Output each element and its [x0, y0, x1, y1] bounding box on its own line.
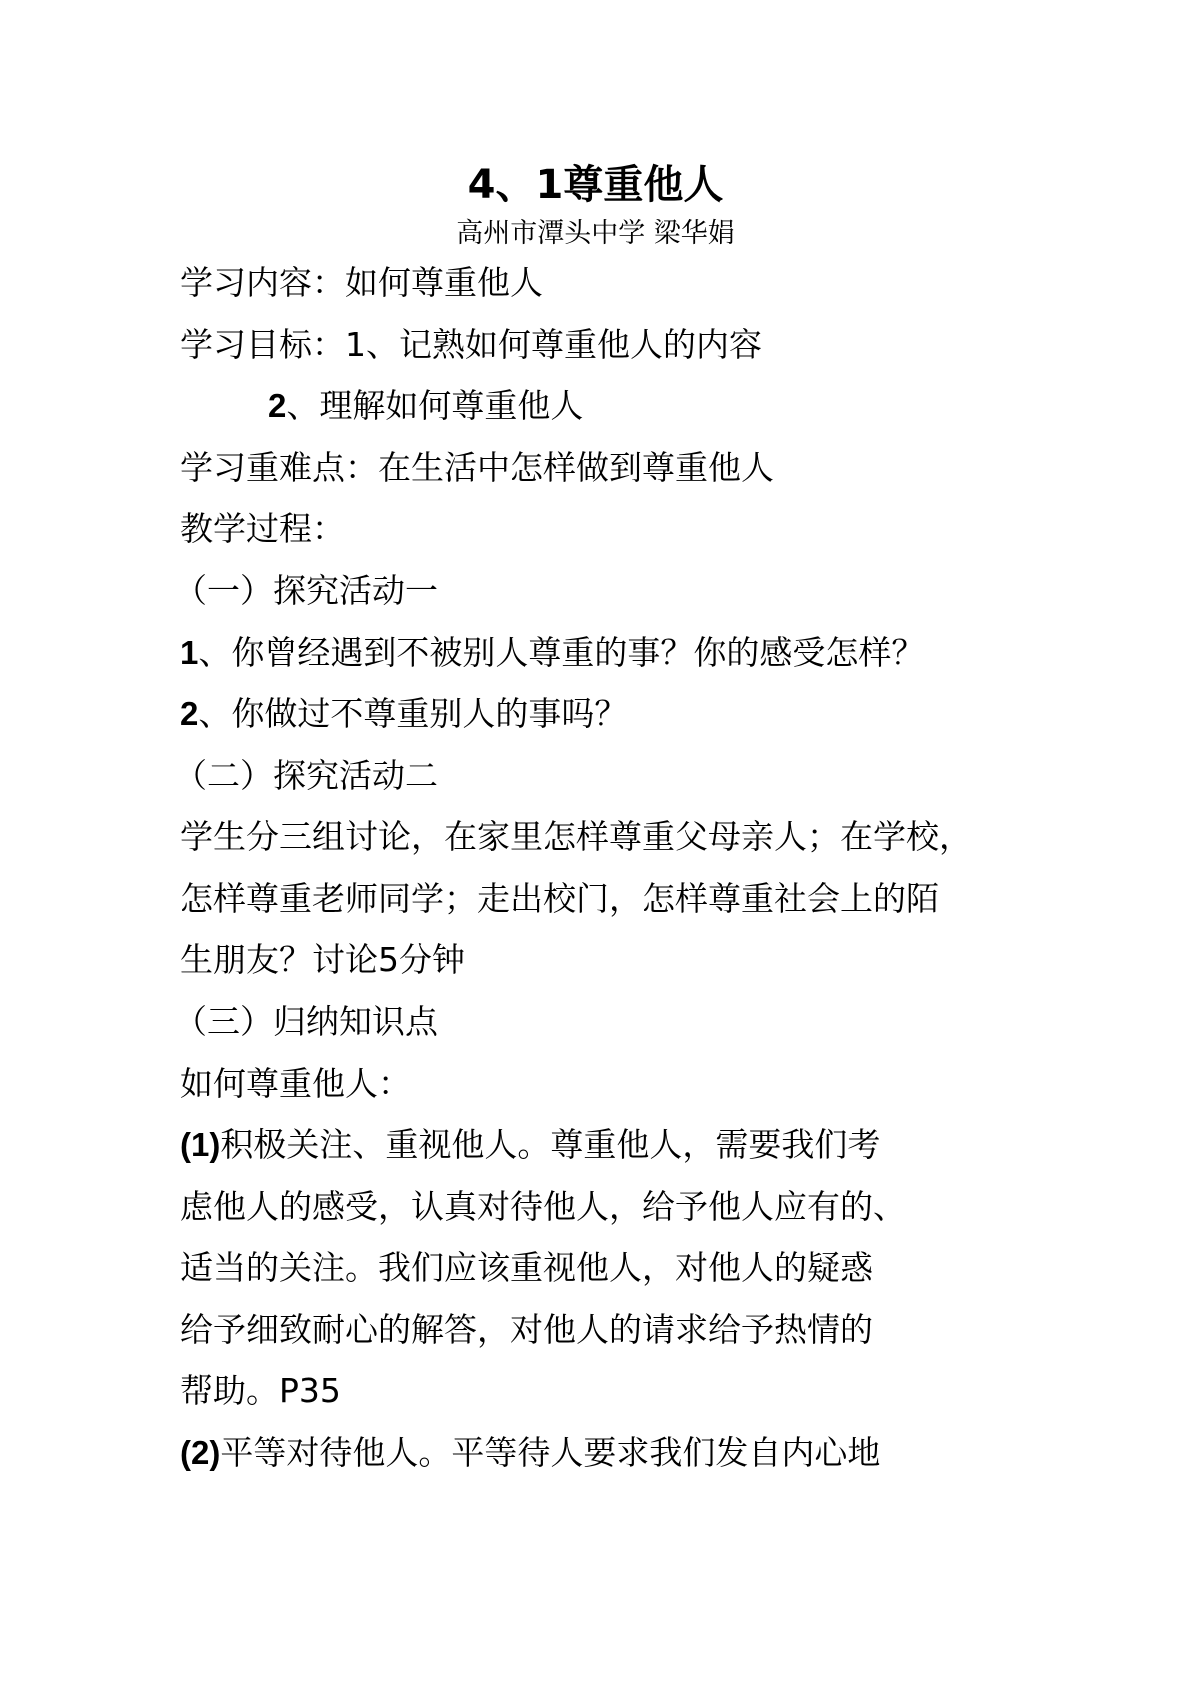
text-line-how-to-respect: 如何尊重他人：: [180, 1064, 411, 1103]
section-heading-summary: （三）归纳知识点: [174, 1002, 438, 1041]
text-line-teaching-process: 教学过程：: [180, 509, 345, 548]
section-heading-activity-2: （二）探究活动二: [174, 756, 438, 795]
text-line-learning-content: 学习内容：如何尊重他人: [180, 263, 543, 302]
paragraph-line: 虑他人的感受，认真对待他人，给予他人应有的、: [180, 1187, 906, 1226]
point-2-line: (2)平等对待他人。平等待人要求我们发自内心地: [180, 1433, 881, 1472]
text-line-key-points: 学习重难点：在生活中怎样做到尊重他人: [180, 448, 774, 487]
document-title: 4、1尊重他人: [467, 162, 724, 208]
question-2: 2、你做过不尊重别人的事吗？: [180, 694, 628, 733]
text-line-learning-goal-1: 学习目标：1、记熟如何尊重他人的内容: [180, 325, 762, 364]
paragraph-line: 适当的关注。我们应该重视他人，对他人的疑惑: [180, 1248, 873, 1287]
paragraph-line: 怎样尊重老师同学；走出校门，怎样尊重社会上的陌: [180, 879, 939, 918]
text-line-learning-goal-2: 2、理解如何尊重他人: [268, 386, 584, 425]
paragraph-line: 帮助。P35: [180, 1371, 341, 1410]
paragraph-line: 生朋友？讨论5分钟: [180, 940, 465, 979]
document-author: 高州市潭头中学 梁华娟: [456, 218, 735, 249]
point-1-line: (1)积极关注、重视他人。尊重他人，需要我们考: [180, 1125, 881, 1164]
question-1: 1、你曾经遇到不被别人尊重的事？你的感受怎样？: [180, 633, 925, 672]
paragraph-line: 学生分三组讨论，在家里怎样尊重父母亲人；在学校，: [180, 817, 972, 856]
section-heading-activity-1: （一）探究活动一: [174, 571, 438, 610]
paragraph-line: 给予细致耐心的解答，对他人的请求给予热情的: [180, 1310, 873, 1349]
